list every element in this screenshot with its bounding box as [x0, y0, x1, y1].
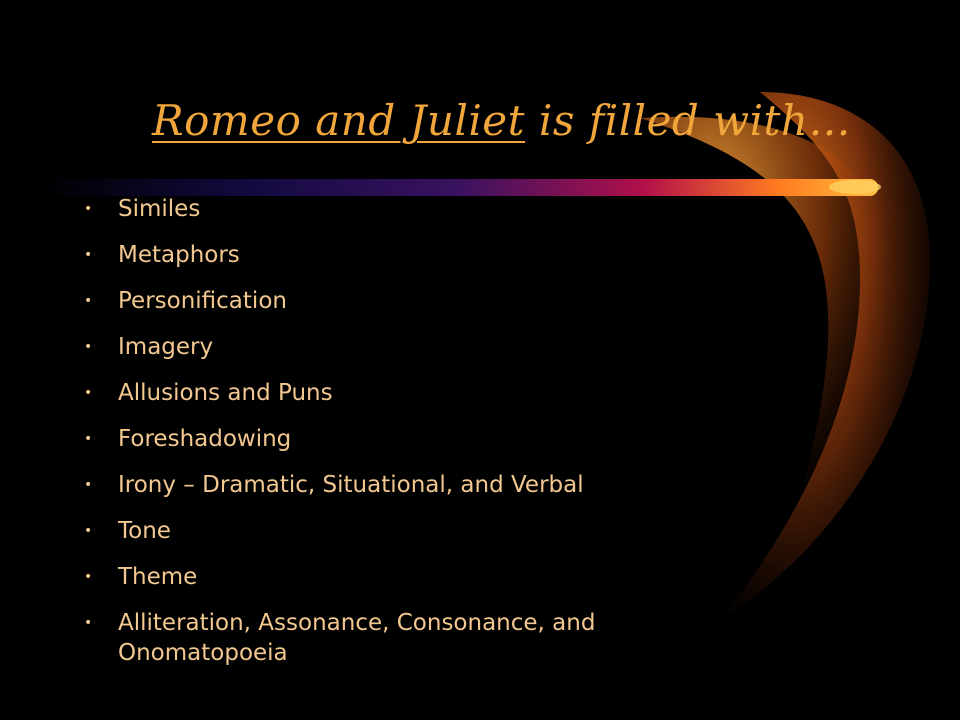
bullet-icon: • — [84, 201, 93, 217]
list-item-text: Irony – Dramatic, Situational, and Verbal — [118, 472, 584, 498]
list-item — [84, 332, 718, 362]
list-item-text: Foreshadowing — [118, 426, 292, 452]
bullet-icon: • — [84, 477, 93, 493]
list-item — [84, 562, 718, 592]
title-work-name: Romeo and Juliet — [152, 96, 526, 145]
list-item — [84, 608, 718, 668]
accent-bar-glow — [829, 180, 881, 194]
slide-title — [152, 96, 851, 145]
list-item-text: Imagery — [118, 334, 214, 360]
list-item — [84, 516, 718, 546]
list-item — [84, 378, 718, 408]
list-item — [84, 240, 718, 270]
bullet-icon: • — [84, 431, 93, 447]
list-item — [84, 470, 718, 500]
list-item-text: Alliteration, Assonance, Consonance, and Onomatopoeia — [118, 610, 596, 666]
bullet-icon: • — [84, 293, 93, 309]
list-item — [84, 424, 718, 454]
list-item-text: Similes — [118, 196, 201, 222]
list-item-text: Metaphors — [118, 242, 240, 268]
list-item — [84, 194, 718, 224]
list-item-text: Tone — [118, 518, 171, 544]
bullet-icon: • — [84, 569, 93, 585]
bullet-icon: • — [84, 247, 93, 263]
list-item — [84, 286, 718, 316]
bullet-icon: • — [84, 523, 93, 539]
bullet-icon: • — [84, 385, 93, 401]
list-item-text: Theme — [118, 564, 198, 590]
list-item-text: Allusions and Puns — [118, 380, 333, 406]
bullet-icon: • — [84, 615, 93, 631]
list-item-text: Personification — [118, 288, 287, 314]
title-rest: is filled with… — [525, 96, 851, 145]
bullet-icon: • — [84, 339, 93, 355]
bullet-list — [84, 194, 718, 684]
